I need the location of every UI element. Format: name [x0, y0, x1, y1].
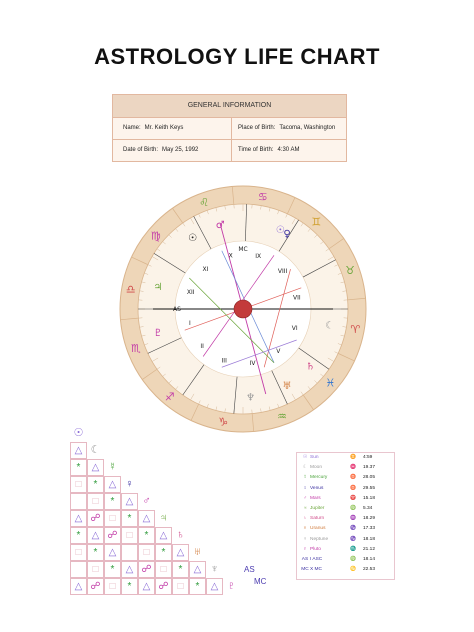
house-number: I — [188, 320, 191, 328]
legend-degree: 19.37 — [363, 465, 376, 471]
aspect-cell: △ — [70, 510, 87, 527]
house-number: III — [221, 357, 227, 365]
zodiac-glyph: ♏ — [130, 341, 141, 355]
legend-sign-symbol: ♉ — [350, 485, 356, 491]
legend-planet-symbol: ♆ — [303, 536, 307, 542]
grid-mc-label: MC — [254, 577, 267, 586]
legend-planet-name: Sun — [310, 455, 319, 460]
aspect-cell: △ — [87, 527, 104, 544]
legend-degree: 18.18 — [363, 536, 376, 542]
legend-planet-symbol: ♄ — [303, 516, 307, 522]
house-number: VII — [292, 294, 301, 302]
legend-degree: 28.05 — [363, 475, 376, 481]
legend-planet-name: Moon — [310, 465, 322, 471]
legend-planet-symbol: AS — [301, 556, 309, 562]
info-row-date-time — [113, 140, 346, 161]
legend-row — [297, 504, 394, 514]
aspect-cell: * — [121, 510, 138, 527]
name-value: Mr. Keith Keys — [144, 125, 184, 131]
place-cell — [231, 118, 346, 139]
date-value: May 25, 1992 — [162, 147, 199, 153]
legend-sign-symbol: ♑ — [350, 526, 356, 532]
aspect-cell: △ — [104, 544, 121, 561]
legend-planet-name: Pluto — [310, 546, 321, 552]
house-number: IX — [255, 253, 262, 261]
aspect-cell: * — [172, 561, 189, 578]
aspect-cell: * — [104, 561, 121, 578]
date-label: Date of Birth: — [123, 147, 159, 153]
zodiac-glyph: ♉ — [345, 264, 356, 278]
aspect-cell: * — [138, 527, 155, 544]
legend-row — [297, 545, 394, 555]
aspect-cell: ☍ — [104, 527, 121, 544]
zodiac-glyph: ♐ — [164, 390, 175, 404]
aspect-cell: △ — [172, 544, 189, 561]
aspect-cell: △ — [189, 561, 206, 578]
legend-planet-symbol: ☉ — [302, 455, 308, 460]
legend-row — [297, 524, 394, 534]
legend-planet-name: Jupiter — [310, 505, 325, 511]
legend-planet-name: Uranus — [310, 526, 326, 532]
aspect-cell: △ — [155, 527, 172, 544]
aspect-cell: * — [70, 527, 87, 544]
planet-glyph: ♀ — [283, 228, 291, 240]
aspect-cell: ☍ — [87, 510, 104, 527]
grid-planet-glyph: ♆ — [210, 563, 219, 575]
planet-glyph: ♂ — [215, 219, 225, 231]
grid-planet-glyph: ♂ — [142, 495, 151, 507]
legend-row — [297, 514, 394, 524]
legend-planet-name: X MC — [310, 567, 322, 573]
legend-degree: 15.18 — [363, 495, 376, 501]
aspect-cell: □ — [172, 578, 189, 595]
house-number: XI — [202, 265, 209, 273]
aspect-cell: □ — [70, 476, 87, 493]
legend-sign-symbol: ♏ — [350, 546, 356, 552]
legend-sign-symbol: ♑ — [350, 536, 356, 542]
zodiac-glyph: ♑ — [218, 415, 229, 429]
aspect-cell: □ — [104, 510, 121, 527]
house-number: VI — [291, 324, 298, 332]
grid-planet-glyph: ♀ — [125, 478, 134, 490]
aspect-cell: ☍ — [155, 578, 172, 595]
page-title: ASTROLOGY LIFE CHART — [94, 44, 380, 69]
planet-glyph: ♇ — [153, 327, 163, 339]
house-number: X — [228, 252, 233, 260]
aspect-cell: △ — [87, 459, 104, 476]
zodiac-glyph: ♎ — [125, 283, 136, 297]
aspect-cell: * — [87, 544, 104, 561]
zodiac-glyph: ♊ — [311, 215, 322, 229]
planet-glyph: ☉ — [275, 225, 285, 237]
aspect-cell: □ — [70, 544, 87, 561]
legend-row — [297, 494, 394, 504]
aspect-cell — [121, 544, 138, 561]
legend-degree: 18.14 — [363, 556, 376, 562]
legend-planet-symbol: ♇ — [303, 546, 307, 552]
aspect-cell: □ — [87, 561, 104, 578]
legend-planet-name: Mars — [310, 495, 321, 501]
legend-degree: 21.12 — [363, 546, 376, 552]
aspect-cell: △ — [121, 493, 138, 510]
aspect-cell: △ — [138, 510, 155, 527]
aspect-cell: * — [155, 544, 172, 561]
aspect-cell: ☍ — [138, 561, 155, 578]
grid-asc-label: AS — [244, 565, 255, 574]
zodiac-glyph: ♋ — [257, 190, 268, 204]
planet-glyph: ♆ — [246, 392, 256, 404]
planet-position-legend — [296, 452, 395, 580]
aspect-cell: * — [121, 578, 138, 595]
aspect-cell: * — [70, 459, 87, 476]
time-value: 4:30 AM — [277, 147, 300, 153]
grid-planet-glyph: ☉ — [73, 427, 84, 439]
zodiac-glyph: ♒ — [277, 410, 287, 424]
legend-planet-name: Saturn — [310, 516, 325, 522]
legend-degree: 22.53 — [363, 567, 376, 573]
aspect-cell: □ — [121, 527, 138, 544]
natal-chart-wheel — [118, 184, 368, 434]
grid-planet-glyph: ♇ — [227, 580, 236, 592]
zodiac-glyph: ♍ — [150, 229, 161, 243]
mc-label: MC — [238, 246, 248, 253]
legend-degree: 29.55 — [363, 485, 376, 491]
legend-planet-name: Venus — [310, 485, 324, 491]
place-label: Place of Birth: — [238, 125, 276, 131]
legend-row — [297, 473, 394, 483]
legend-planet-name: Neptune — [310, 536, 329, 542]
planet-glyph: ☾ — [325, 320, 335, 332]
legend-sign-symbol: ♍ — [350, 505, 356, 511]
aspect-cell: * — [189, 578, 206, 595]
aspect-cell: □ — [87, 493, 104, 510]
legend-sign-symbol: ♈ — [350, 495, 356, 501]
house-number: V — [276, 348, 281, 356]
aspect-cell: △ — [206, 578, 223, 595]
planet-glyph: ☉ — [188, 232, 198, 244]
zodiac-glyph: ♓ — [325, 376, 336, 390]
house-number: IV — [249, 360, 256, 368]
house-number: II — [200, 342, 204, 350]
legend-planet-symbol: ♀ — [303, 485, 307, 491]
aspect-cell: □ — [104, 578, 121, 595]
legend-row — [297, 565, 394, 575]
time-label: Time of Birth: — [238, 147, 274, 153]
planet-glyph: ♃ — [153, 282, 163, 294]
place-value: Tacoma, Washington — [279, 125, 336, 131]
legend-row — [297, 555, 394, 565]
legend-planet-symbol: ♅ — [303, 526, 307, 532]
zodiac-glyph: ♈ — [350, 322, 361, 336]
planet-glyph: ♄ — [305, 361, 315, 373]
legend-planet-symbol: ☿ — [303, 475, 307, 481]
legend-row — [297, 484, 394, 494]
aspect-cell: ☍ — [87, 578, 104, 595]
grid-planet-glyph: ☿ — [108, 461, 117, 473]
legend-sign-symbol: ♊ — [350, 455, 356, 460]
grid-planet-glyph: ♄ — [176, 529, 185, 541]
legend-degree: 17.33 — [363, 526, 376, 532]
legend-planet-name: Mercury — [310, 475, 328, 481]
legend-sign-symbol: ♒ — [350, 516, 356, 522]
legend-planet-symbol: ♂ — [303, 495, 307, 501]
aspect-cell: △ — [121, 561, 138, 578]
name-cell — [113, 118, 231, 139]
legend-sign-symbol: ♉ — [350, 475, 356, 481]
info-row-name-place — [113, 118, 346, 140]
zodiac-glyph: ♌ — [199, 195, 209, 209]
asc-label: AS — [173, 306, 181, 313]
aspect-cell: * — [104, 493, 121, 510]
legend-sign-symbol: ♋ — [350, 567, 356, 573]
legend-row — [297, 463, 394, 473]
planet-glyph: ♅ — [282, 381, 292, 393]
legend-degree: 4:59 — [363, 455, 373, 460]
legend-row — [297, 453, 394, 463]
legend-degree: 5.34 — [363, 505, 373, 511]
house-number: XII — [186, 289, 195, 297]
aspect-cell: □ — [155, 561, 172, 578]
date-cell — [113, 140, 231, 161]
legend-planet-symbol: ♃ — [303, 505, 307, 511]
legend-sign-symbol: ♓ — [350, 465, 356, 471]
legend-row — [297, 535, 394, 545]
aspect-cell: △ — [70, 578, 87, 595]
aspect-cell: △ — [70, 442, 87, 459]
time-cell — [231, 140, 346, 161]
general-information-table — [112, 94, 347, 162]
grid-planet-glyph: ☾ — [90, 444, 101, 456]
house-number: VIII — [277, 267, 288, 275]
legend-planet-symbol: MC — [301, 567, 309, 573]
legend-degree: 18.29 — [363, 516, 376, 522]
aspect-cell — [70, 561, 87, 578]
legend-sign-symbol: ♍ — [350, 556, 356, 562]
aspect-cell: △ — [138, 578, 155, 595]
aspect-cell: * — [87, 476, 104, 493]
legend-planet-symbol: ☾ — [302, 465, 308, 471]
info-header: GENERAL INFORMATION — [113, 95, 346, 118]
name-label: Name: — [123, 125, 141, 131]
aspect-cell — [70, 493, 87, 510]
grid-planet-glyph: ♅ — [193, 546, 202, 558]
aspect-cell: △ — [104, 476, 121, 493]
legend-planet-name: I ASC — [310, 556, 323, 562]
aspect-cell: □ — [138, 544, 155, 561]
grid-planet-glyph: ♃ — [159, 512, 168, 524]
